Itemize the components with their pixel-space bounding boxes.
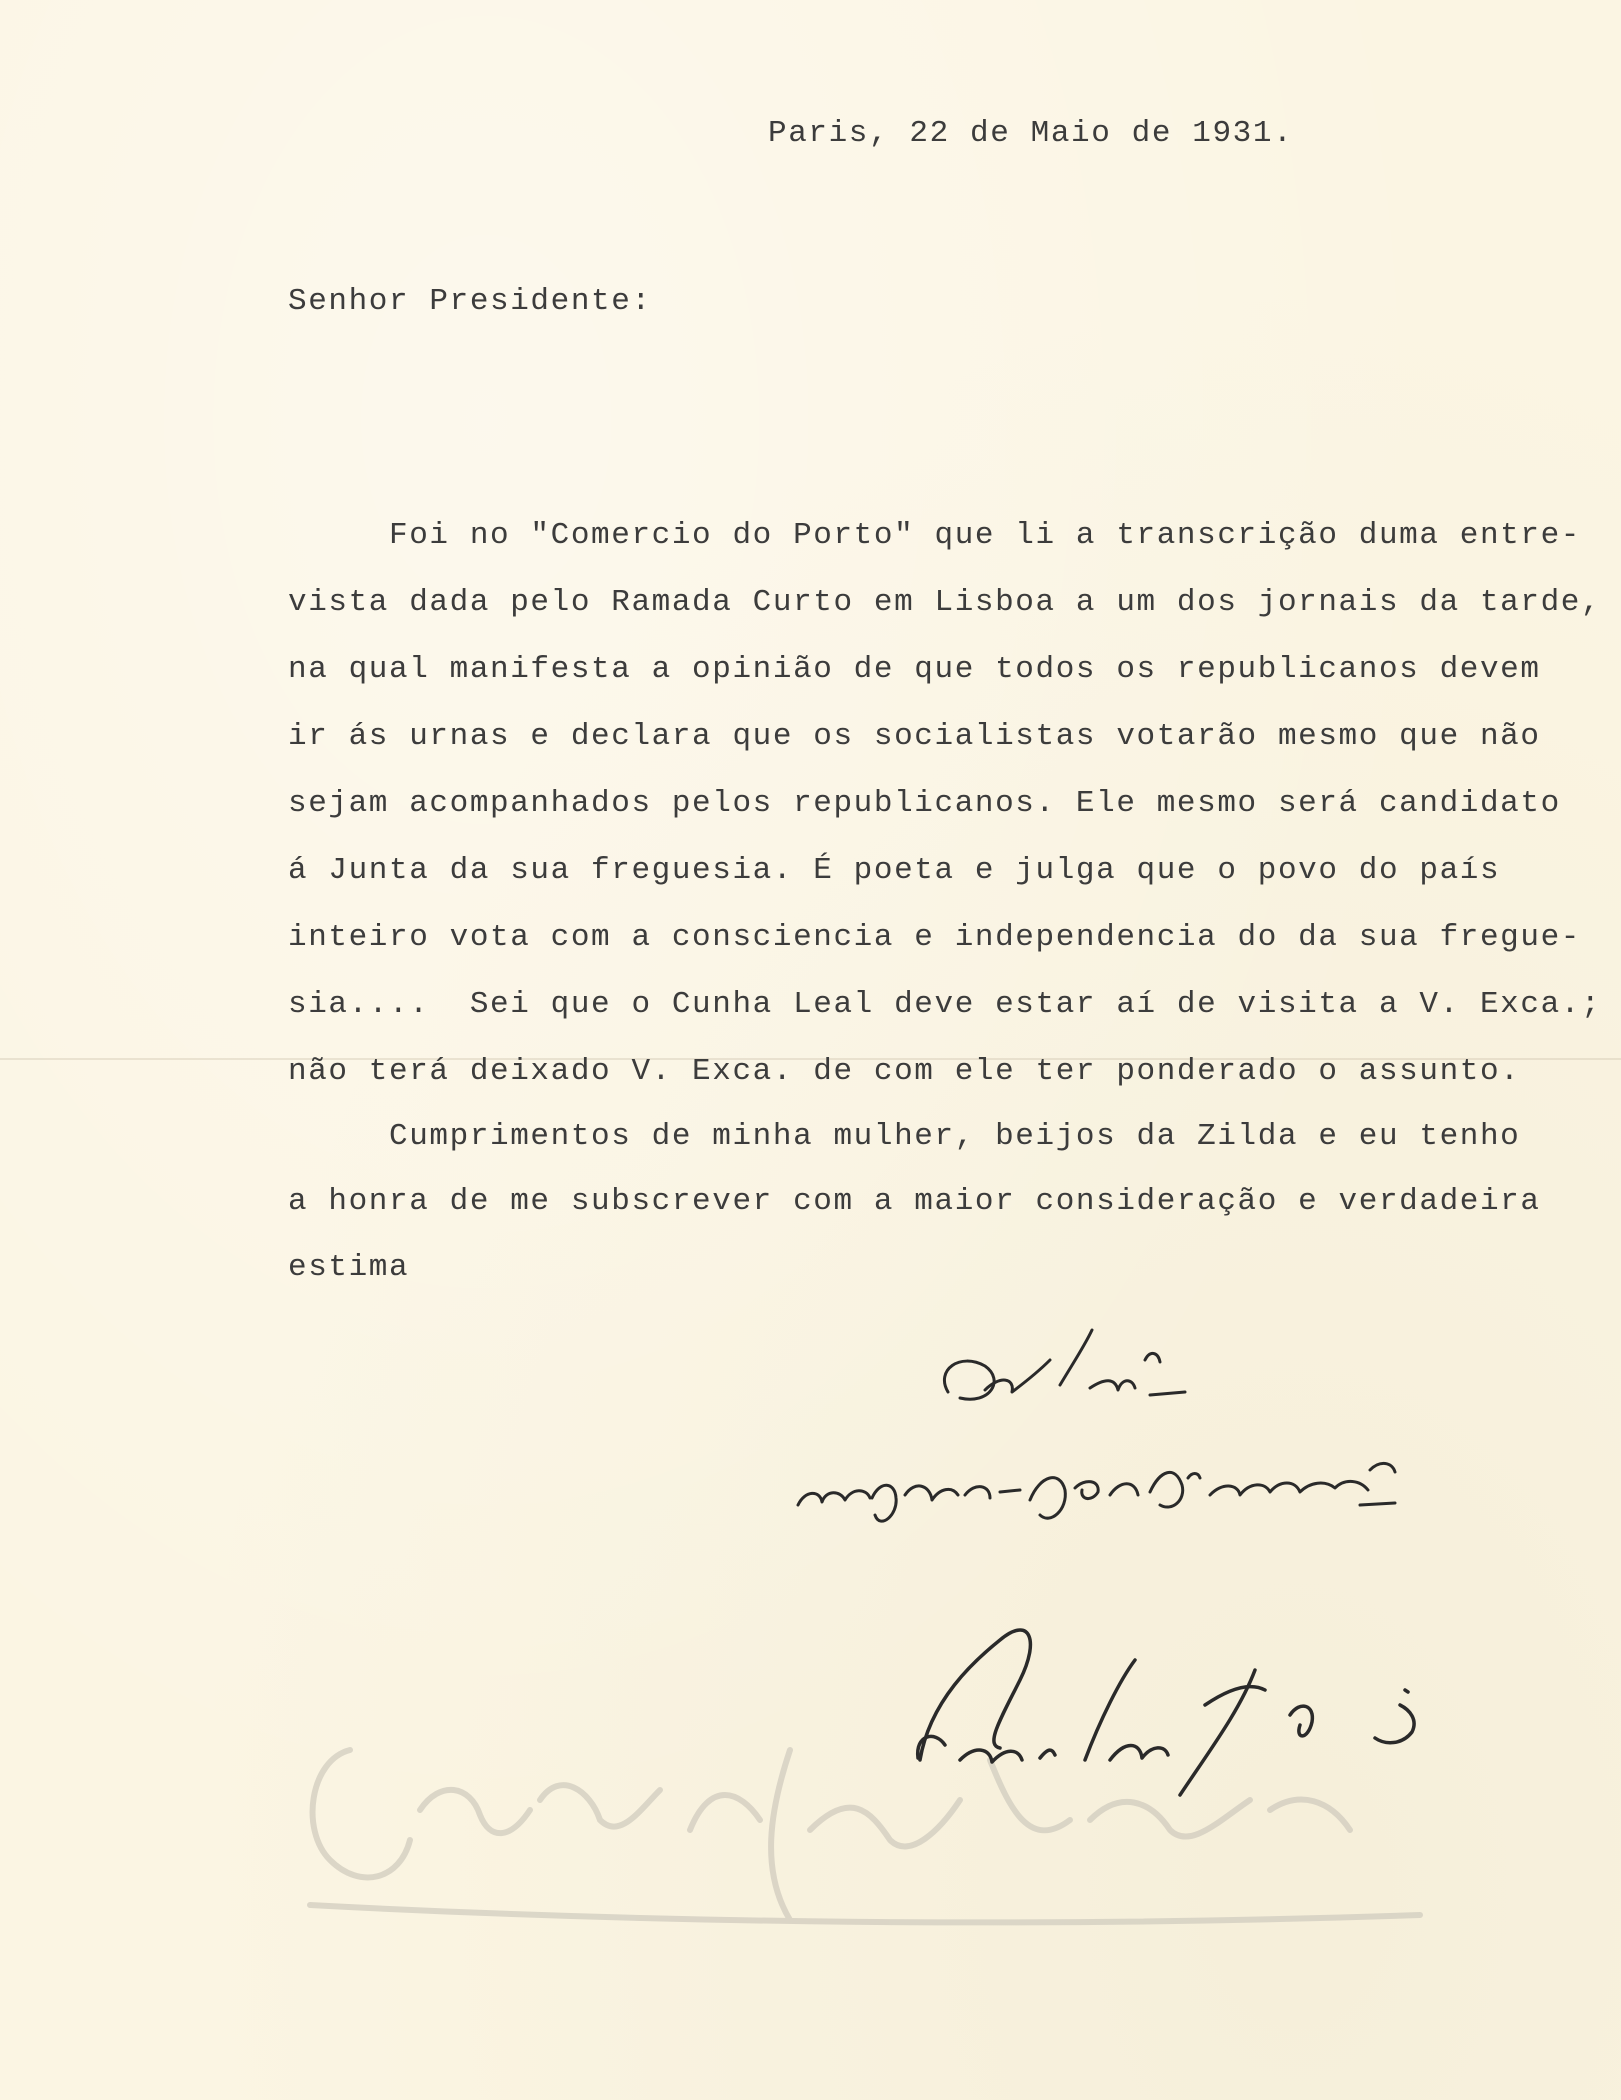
body-line-2: vista dada pelo Ramada Curto em Lisboa a um dos jornais da tarde, [288,585,1602,620]
body-line-7: inteiro vota com a consciencia e independencia do da sua fregue- [288,920,1581,955]
body-line-4: ir ás urnas e declara que os socialistas votarão mesmo que não [288,719,1541,754]
body-line-6: á Junta da sua freguesia. É poeta e julga que o povo do país [288,853,1501,888]
body-line-10: Cumprimentos de minha mulher, beijos da Zilda e eu tenho [288,1119,1521,1154]
body-line-8: sia.... Sei que o Cunha Leal deve estar aí de visita a V. Exca.; [288,987,1602,1022]
body-line-12: estima [288,1250,410,1285]
body-line-1: Foi no "Comercio do Porto" que li a transcrição duma entre- [288,518,1581,553]
letter-salutation: Senhor Presidente: [288,284,652,319]
body-line-9: não terá deixado V. Exca. de com ele ter ponderado o assunto. [288,1054,1521,1089]
body-line-11: a honra de me subscrever com a maior consideração e verdadeira [288,1184,1541,1219]
body-line-3: na qual manifesta a opinião de que todos os republicanos devem [288,652,1541,687]
closing-line-2-handwriting [798,1463,1395,1521]
body-line-5: sejam acompanhados pelos republicanos. Ele mesmo será candidato [288,786,1561,821]
letter-date: Paris, 22 de Maio de 1931. [768,116,1294,151]
closing-line-1-handwriting [944,1330,1185,1399]
signature-handwriting [918,1630,1414,1795]
